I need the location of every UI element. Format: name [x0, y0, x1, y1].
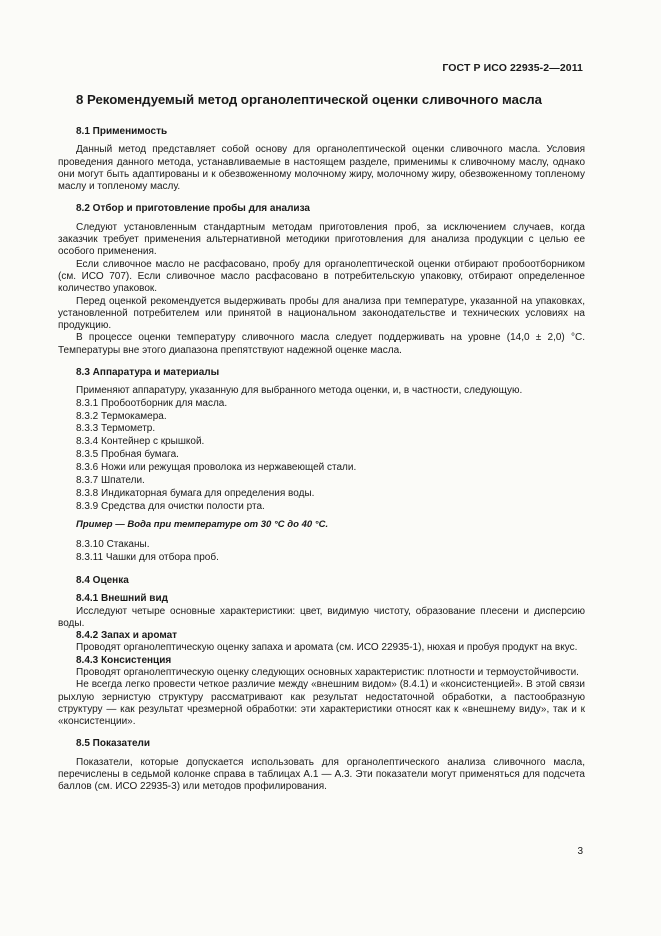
paragraph: Перед оценкой рекомендуется выдерживать пробы для анализа при температуре, указанной на упаковках, установленной потребителем или принятой в национальном законодательстве и технических условиях на продукцию. [58, 295, 585, 332]
example-note: Пример — Вода при температуре от 30 °С до 40 °С. [76, 518, 329, 530]
section-title: 8 Рекомендуемый метод органолептической оценки сливочного масла [76, 92, 543, 107]
section-8-2 [58, 203, 585, 357]
list-item: 8.3.7 Шпатели. [76, 475, 145, 487]
section-8-5-heading: 8.5 Показатели [76, 738, 151, 750]
section-8-3 [58, 367, 585, 565]
section-8-3-heading: 8.3 Аппаратура и материалы [76, 367, 220, 379]
paragraph: Данный метод представляет собой основу для органолептической оценки сливочного масла. Условия проведения данного метода, устанавливаемые в настоящем разделе, применимы к сливочному маслу, однако они могут быть адаптированы и к обезвоженному молочному жиру, молочному жиру, обезвоженному топленому маслу и топленому маслу. [58, 144, 585, 193]
section-8-1 [58, 126, 585, 193]
subsection-8-4-1-heading: 8.4.1 Внешний вид [76, 593, 168, 605]
list-item: 8.3.5 Пробная бумага. [76, 449, 179, 461]
list-item: 8.3.11 Чашки для отбора проб. [76, 552, 219, 563]
document-body [58, 92, 585, 804]
paragraph: Применяют аппаратуру, указанную для выбранного метода оценки, и, в частности, следующую. [76, 385, 523, 397]
subsection-8-4-2-heading: 8.4.2 Запах и аромат [76, 630, 178, 642]
list-item: 8.3.8 Индикаторная бумага для определения воды. [76, 487, 315, 499]
paragraph: Не всегда легко провести четкое различие между «внешним видом» (8.4.1) и «консистенцией». В этой связи рыхлую зернистую структуру рассматривают как результат недостаточной обработки, а пастообразную структуру — как результат чрезмерной обработки: эти характеристики относят как к «внешнему виду», так и к «консистенции». [58, 679, 585, 728]
list-item: 8.3.2 Термокамера. [76, 410, 167, 422]
subsection-8-4-3-heading: 8.4.3 Консистенция [76, 654, 172, 666]
paragraph: Показатели, которые допускается использовать для органолептического анализа сливочного масла, перечислены в седьмой колонке справа в таблицах А.1 — А.3. Эти показатели могут применяться для подсчета баллов (см. ИСО 22935-3) или методов профилирования. [58, 756, 585, 793]
paragraph: Исследуют четыре основные характеристики: цвет, видимую чистоту, образование плесени и дисперсию воды. [58, 605, 585, 629]
list-item: 8.3.9 Средства для очистки полости рта. [76, 500, 265, 512]
list-item: 8.3.10 Стаканы. [76, 539, 150, 551]
paragraph: Если сливочное масло не расфасовано, пробу для органолептической оценки отбирают пробоотборником (см. ИСО 707). Если сливочное масло расфасовано в потребительскую упаковку, отбирают определенное количество упаковок. [58, 258, 585, 295]
paragraph: В процессе оценки температуру сливочного масла следует поддерживать на уровне (14,0 ± 2,0) °С. Температуры вне этого диапазона препятствуют надежной оценке масла. [58, 332, 585, 356]
standard-header: ГОСТ Р ИСО 22935-2—2011 [442, 62, 583, 74]
page-number: 3 [577, 846, 583, 857]
section-8-4 [58, 575, 585, 729]
list-item: 8.3.4 Контейнер с крышкой. [76, 436, 205, 448]
list-item: 8.3.1 Пробоотборник для масла. [76, 397, 228, 409]
section-8-5 [58, 738, 585, 793]
section-8-2-heading: 8.2 Отбор и приготовление пробы для анализа [76, 203, 310, 215]
list-item: 8.3.6 Ножи или режущая проволока из нержавеющей стали. [76, 462, 357, 474]
section-8-4-heading: 8.4 Оценка [76, 574, 129, 586]
list-item: 8.3.3 Термометр. [76, 423, 156, 435]
paragraph: Следуют установленным стандартным методам приготовления проб, за исключением случаев, когда заказчик требует применения альтернативной методики приготовления для анализа продукции с целью ее особого применения. [58, 221, 585, 258]
section-8-1-heading: 8.1 Применимость [76, 126, 168, 137]
paragraph: Проводят органолептическую оценку следующих основных характеристик: плотности и термоустойчивости. [76, 666, 579, 678]
paragraph: Проводят органолептическую оценку запаха и аромата (см. ИСО 22935-1), нюхая и пробуя продукт на вкус. [76, 642, 578, 654]
